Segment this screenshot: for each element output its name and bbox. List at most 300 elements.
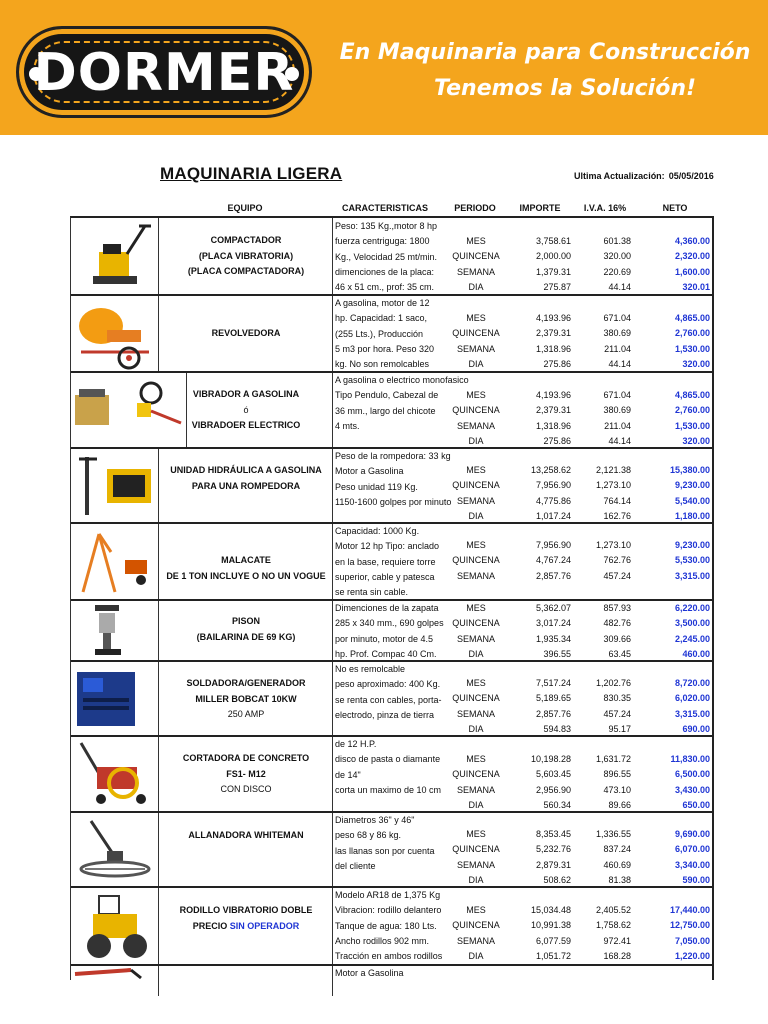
neto-value: 6,220.00 [674, 603, 710, 613]
equipment-name-line: CORTADORA DE CONCRETO [182, 753, 310, 763]
page-title: MAQUINARIA LIGERA [160, 164, 343, 183]
period-value: QUINCENA [452, 251, 500, 262]
col-header-periodo: PERIODO [454, 203, 496, 213]
period-value: MES [466, 905, 486, 915]
importe-value: 2,379.31 [535, 328, 571, 339]
importe-value: 8,353.45 [535, 829, 571, 839]
period-value: SEMANA [456, 420, 495, 431]
iva-value: 44.14 [608, 435, 631, 446]
period-value: MES [466, 390, 486, 400]
importe-value: 1,318.96 [535, 420, 571, 431]
characteristics [335, 966, 441, 981]
period-cell [441, 388, 511, 449]
period-value: DIA [468, 799, 484, 810]
neto-value: 6,020.00 [674, 693, 710, 704]
neto-value: 320.01 [682, 281, 710, 292]
iva-value: 473.10 [603, 784, 631, 795]
equipment-image [71, 601, 159, 660]
table-row [71, 737, 713, 813]
characteristics [335, 449, 452, 510]
equipment-name-line: REVOLVEDORA [211, 328, 281, 338]
neto-value: 4,865.00 [674, 390, 710, 400]
equipment-name [160, 326, 332, 342]
iva-value: 2,121.38 [595, 465, 631, 475]
breaker-icon [71, 449, 159, 522]
characteristic-line: A gasolina, motor de 12 [335, 298, 430, 308]
equipment-image [71, 449, 159, 522]
table-row [71, 524, 713, 601]
iva-value: 1,336.55 [595, 829, 631, 839]
period-value: MES [466, 540, 486, 550]
column-divider [332, 296, 333, 371]
importe-cell [511, 827, 571, 888]
iva-value: 220.69 [603, 266, 631, 277]
importe-value: 2,000.00 [535, 251, 571, 262]
equipment-name [160, 751, 332, 798]
iva-value: 671.04 [603, 390, 631, 400]
neto-value: 8,720.00 [674, 678, 710, 688]
period-value: QUINCENA [452, 920, 500, 931]
neto-value: 9,230.00 [674, 540, 710, 550]
period-value: MES [466, 678, 486, 688]
iva-value: 764.14 [603, 495, 631, 506]
characteristic-line: Motor a Gasolina [335, 968, 404, 978]
neto-cell [631, 538, 710, 584]
slogan-line-1: En Maquinaria para Construcción [339, 40, 751, 65]
period-cell [441, 676, 511, 737]
neto-value: 3,315.00 [674, 708, 710, 719]
welder-icon [71, 662, 159, 735]
importe-value: 5,603.45 [535, 769, 571, 780]
iva-value: 320.00 [603, 251, 631, 262]
equipment-name-line: FS1- M12 [226, 768, 266, 779]
characteristics [335, 373, 469, 434]
importe-value: 508.62 [543, 874, 571, 885]
equipment-name-line: 250 AMP [227, 709, 265, 719]
importe-value: 5,362.07 [535, 603, 571, 613]
neto-cell [631, 463, 710, 524]
characteristic-line: fuerza centriguga: 1800 [335, 236, 430, 247]
importe-value: 2,857.76 [535, 570, 571, 581]
table-row [71, 296, 713, 373]
equipment-image [71, 813, 159, 886]
importe-value: 594.83 [543, 723, 571, 734]
iva-value: 1,631.72 [595, 754, 631, 764]
neto-value: 12,750.00 [669, 920, 710, 931]
logo-text: DORMER [33, 43, 295, 103]
neto-value: 1,530.00 [674, 420, 710, 431]
col-header-neto: NETO [662, 203, 688, 213]
equipment-name [160, 553, 332, 584]
equipment-name-line: VIBRADOER ELECTRICO [191, 420, 301, 430]
equipment-name-line: UNIDAD HIDRÁULICA A GASOLINA [170, 465, 322, 475]
slogan-line-2: Tenemos la Solución! [433, 76, 697, 101]
neto-value: 1,530.00 [674, 343, 710, 354]
equipment-name [160, 903, 332, 934]
iva-value: 1,273.10 [595, 480, 631, 491]
characteristic-line: 46 x 51 cm., prof: 35 cm. [335, 282, 435, 293]
equipment-name [160, 233, 332, 280]
period-value: SEMANA [456, 935, 495, 946]
iva-value: 211.04 [604, 420, 631, 431]
period-cell [441, 311, 511, 372]
period-value: SEMANA [456, 266, 495, 277]
neto-value: 1,180.00 [674, 510, 710, 521]
importe-value: 7,956.90 [535, 480, 571, 491]
neto-value: 3,315.00 [674, 570, 710, 581]
characteristics [335, 524, 441, 600]
period-value: SEMANA [456, 343, 495, 354]
equipment-name-line: PISON [231, 616, 260, 626]
period-value: QUINCENA [452, 769, 500, 780]
period-cell [441, 234, 511, 295]
iva-cell [571, 234, 631, 295]
neto-value: 17,440.00 [669, 905, 710, 915]
importe-cell [511, 388, 571, 449]
characteristic-line: kg. No son remolcables [335, 359, 430, 370]
characteristic-line: 285 x 340 mm., 690 golpes [335, 618, 444, 629]
column-divider [332, 449, 333, 522]
iva-value: 211.04 [604, 343, 631, 354]
neto-value: 320.00 [682, 358, 710, 369]
period-value: QUINCENA [452, 618, 500, 629]
neto-value: 9,690.00 [674, 829, 710, 839]
characteristic-line: dimenciones de la placa: [335, 266, 435, 277]
table-row [71, 601, 713, 662]
characteristic-line: de 12 H.P. [335, 739, 377, 749]
characteristic-line: A gasolina o electrico monofasico [335, 375, 469, 385]
importe-value: 4,193.96 [535, 390, 571, 400]
importe-value: 560.34 [543, 799, 571, 810]
characteristic-line: No es remolcable [335, 664, 406, 674]
importe-value: 275.86 [543, 435, 571, 446]
price-note: PRECIO [192, 920, 228, 931]
neto-value: 11,830.00 [670, 754, 710, 764]
last-update [570, 171, 714, 181]
table-row [71, 373, 713, 449]
winch-icon [71, 524, 159, 599]
characteristic-line: (255 Lts.), Producción [335, 328, 424, 339]
iva-cell [571, 676, 631, 737]
col-header-caracteristicas: CARACTERISTICAS [341, 203, 428, 213]
roller-icon [71, 888, 159, 964]
period-cell [441, 538, 511, 584]
column-divider [332, 373, 333, 447]
iva-value: 162.76 [603, 510, 631, 521]
characteristics [335, 662, 441, 723]
characteristic-line: electrodo, pinza de tierra [335, 709, 435, 720]
characteristic-line: Peso: 135 Kg.,motor 8 hp [335, 221, 438, 231]
iva-value: 309.66 [603, 633, 631, 644]
equipment-name-line: MALACATE [221, 555, 271, 565]
neto-value: 2,320.00 [674, 251, 710, 262]
equipment-image [71, 218, 159, 294]
col-header-importe: IMPORTE [519, 203, 561, 213]
neto-value: 590.00 [682, 874, 710, 885]
importe-value: 3,017.24 [535, 618, 571, 629]
neto-cell [631, 311, 710, 372]
characteristic-line: hp. Prof. Compac 40 Cm. [335, 648, 437, 659]
characteristic-line: 1150-1600 golpes por minuto [335, 496, 452, 507]
importe-value: 5,189.65 [535, 693, 571, 704]
importe-value: 396.55 [543, 648, 571, 659]
period-cell [441, 752, 511, 813]
period-value: QUINCENA [452, 693, 500, 704]
table-row [71, 813, 713, 888]
last-update-label: Ultima Actualización: [574, 171, 665, 181]
importe-value: 1,051.72 [535, 950, 571, 961]
characteristic-line: Peso de la rompedora: 33 kg [335, 451, 451, 461]
neto-value: 690.00 [682, 723, 710, 734]
characteristic-line: peso 68 y 86 kg. [335, 830, 402, 841]
iva-value: 63.45 [608, 648, 631, 659]
iva-value: 1,202.76 [595, 678, 631, 688]
importe-cell [511, 311, 571, 372]
characteristic-line: Vibracion: rodillo delantero [335, 905, 442, 916]
column-divider [332, 966, 333, 996]
period-cell [441, 463, 511, 524]
power-trowel-icon [71, 813, 159, 886]
iva-value: 168.28 [603, 950, 631, 961]
neto-value: 9,230.00 [674, 480, 710, 491]
column-divider [332, 218, 333, 294]
equipment-name [160, 614, 332, 645]
characteristic-line: se renta sin cable. [335, 587, 409, 598]
neto-value: 3,500.00 [674, 618, 710, 629]
characteristic-line: Motor a Gasolina [335, 466, 404, 477]
period-value: QUINCENA [452, 328, 500, 339]
importe-value: 1,935.34 [535, 633, 571, 644]
equipment-name [160, 387, 332, 434]
equipment-name-line: ALLANADORA WHITEMAN [188, 830, 304, 840]
column-divider [332, 662, 333, 735]
iva-cell [571, 752, 631, 813]
characteristic-line: Ancho rodillos 902 mm. [335, 935, 430, 946]
period-value: DIA [468, 723, 484, 734]
iva-value: 457.24 [603, 570, 631, 581]
neto-cell [631, 676, 710, 737]
neto-cell [631, 601, 710, 662]
neto-value: 460.00 [682, 648, 710, 659]
iva-cell [571, 388, 631, 449]
importe-value: 4,767.24 [535, 555, 571, 566]
importe-value: 10,991.38 [530, 920, 571, 931]
characteristic-line: Tanque de agua: 180 Lts. [335, 920, 437, 931]
characteristic-line: Capacidad: 1000 Kg. [335, 526, 420, 536]
period-value: SEMANA [456, 784, 495, 795]
period-value: DIA [468, 950, 484, 961]
characteristic-line: hp. Capacidad: 1 saco, [335, 313, 428, 324]
period-value: QUINCENA [452, 555, 500, 566]
period-value: SEMANA [456, 859, 495, 870]
importe-cell [511, 538, 571, 584]
neto-value: 6,070.00 [674, 844, 710, 855]
period-value: MES [466, 465, 486, 475]
equipment-name [160, 463, 332, 494]
importe-value: 6,077.59 [535, 935, 571, 946]
machine-icon [71, 966, 159, 996]
characteristic-line: por minuto, motor de 4.5 [335, 633, 434, 644]
iva-cell [571, 827, 631, 888]
iva-value: 830.35 [603, 693, 631, 704]
period-value: SEMANA [456, 495, 495, 506]
equipment-image [71, 966, 159, 996]
header-banner [0, 0, 768, 135]
period-value: DIA [468, 648, 484, 659]
iva-value: 762.76 [603, 555, 631, 566]
iva-value: 44.14 [608, 281, 631, 292]
iva-value: 380.69 [603, 328, 631, 339]
period-value: SEMANA [456, 708, 495, 719]
neto-value: 5,540.00 [674, 495, 710, 506]
neto-value: 2,760.00 [674, 405, 710, 416]
period-value: DIA [468, 358, 484, 369]
importe-value: 2,379.31 [535, 405, 571, 416]
period-cell [441, 903, 511, 964]
neto-value: 2,245.00 [674, 633, 710, 644]
importe-cell [511, 463, 571, 524]
characteristic-line: disco de pasta o diamante [335, 754, 441, 765]
iva-value: 1,758.62 [595, 920, 631, 931]
period-value: MES [466, 754, 486, 764]
iva-cell [571, 601, 631, 662]
neto-cell [631, 388, 710, 449]
neto-value: 3,340.00 [674, 859, 710, 870]
no-operator-note: SIN OPERADOR [229, 920, 300, 931]
equipment-name-line: (PLACA COMPACTADORA) [187, 266, 305, 276]
characteristics [335, 737, 441, 798]
iva-value: 457.24 [603, 708, 631, 719]
neto-value: 15,380.00 [669, 465, 710, 475]
characteristic-line: del cliente [335, 860, 376, 871]
characteristics [335, 813, 441, 874]
iva-value: 44.14 [608, 358, 631, 369]
equipment-image [71, 888, 159, 964]
importe-value: 1,318.96 [535, 343, 571, 354]
iva-value: 972.41 [603, 935, 631, 946]
equipment-name-line: COMPACTADOR [210, 235, 282, 245]
equipment-name-line: PARA UNA ROMPEDORA [191, 480, 301, 491]
characteristics [335, 296, 441, 372]
characteristic-line: 36 mm., largo del chicote [335, 405, 436, 416]
equipment-name-line: VIBRADOR A GASOLINA [192, 389, 300, 399]
characteristic-line: Motor 12 hp Tipo: anclado [335, 541, 440, 552]
characteristic-line: Peso unidad 119 Kg. [335, 481, 418, 492]
period-value: QUINCENA [452, 480, 500, 491]
importe-cell [511, 903, 571, 964]
neto-cell [631, 234, 710, 295]
importe-value: 275.87 [543, 281, 571, 292]
equipment-image [71, 524, 159, 599]
equipment-image [71, 662, 159, 735]
equipment-name-line: RODILLO VIBRATORIO DOBLE [179, 905, 313, 915]
concrete-saw-icon [71, 737, 159, 811]
iva-value: 2,405.52 [595, 905, 631, 915]
characteristic-line: de 14" [335, 769, 361, 780]
iva-cell [571, 903, 631, 964]
iva-value: 671.04 [603, 313, 631, 323]
column-divider [332, 888, 333, 964]
characteristic-line: corta un maximo de 10 cm [335, 784, 442, 795]
iva-cell [571, 463, 631, 524]
characteristic-line: 5 m3 por hora. Peso 320 [335, 343, 435, 354]
neto-value: 4,360.00 [674, 236, 710, 246]
equipment-name-line: DE 1 TON INCLUYE O NO UN VOGUE [166, 570, 326, 581]
period-cell [441, 601, 511, 662]
characteristic-line: se renta con cables, porta- [335, 694, 442, 705]
neto-value: 4,865.00 [674, 313, 710, 323]
period-value: DIA [468, 435, 484, 446]
equipment-name-line: (PLACA VIBRATORIA) [198, 250, 294, 261]
importe-value: 4,193.96 [535, 313, 571, 323]
equipment-name [160, 828, 332, 844]
last-update-date: 05/05/2016 [668, 171, 714, 181]
iva-value: 896.55 [603, 769, 631, 780]
importe-value: 2,956.90 [535, 784, 571, 795]
iva-value: 380.69 [603, 405, 631, 416]
rammer-icon [71, 601, 159, 660]
importe-value: 2,857.76 [535, 708, 571, 719]
neto-cell [631, 827, 710, 888]
equipment-name-line: MILLER BOBCAT 10KW [195, 693, 297, 704]
concrete-mixer-icon [71, 296, 159, 371]
period-value: QUINCENA [452, 405, 500, 416]
iva-value: 95.17 [608, 723, 631, 734]
table-row [71, 662, 713, 737]
characteristic-line: Tipo Pendulo, Cabezal de [335, 390, 439, 401]
importe-value: 10,198.28 [530, 754, 571, 764]
equipment-name-line [160, 919, 332, 935]
period-value: MES [466, 603, 486, 613]
characteristic-line: en la base, requiere torre [335, 556, 436, 567]
iva-value: 89.66 [608, 799, 631, 810]
table-row [71, 966, 713, 996]
equipment-image [71, 737, 159, 811]
period-value: DIA [468, 510, 484, 521]
importe-value: 275.86 [543, 358, 571, 369]
iva-value: 482.76 [603, 618, 631, 629]
characteristic-line: las llanas son por cuenta [335, 845, 435, 856]
importe-value: 1,017.24 [535, 510, 571, 521]
importe-value: 13,258.62 [530, 465, 571, 475]
neto-value: 5,530.00 [674, 555, 710, 566]
col-header-iva: I.V.A. 16% [583, 203, 627, 213]
importe-value: 7,517.24 [535, 678, 571, 688]
column-divider [332, 813, 333, 886]
equipment-name [160, 676, 332, 723]
importe-cell [511, 601, 571, 662]
neto-value: 320.00 [682, 435, 710, 446]
importe-cell [511, 752, 571, 813]
characteristic-line: Dimenciones de la zapata [335, 603, 439, 613]
iva-value: 81.38 [608, 874, 631, 885]
iva-value: 1,273.10 [595, 540, 631, 550]
neto-cell [631, 903, 710, 964]
neto-value: 7,050.00 [674, 935, 710, 946]
importe-cell [511, 234, 571, 295]
importe-value: 4,775.86 [535, 495, 571, 506]
characteristics [335, 888, 441, 964]
period-value: DIA [468, 281, 484, 292]
iva-value: 857.93 [603, 603, 631, 613]
iva-cell [571, 311, 631, 372]
equipment-name-line: (BAILARINA DE 69 KG) [196, 631, 296, 642]
characteristic-line: superior, cable y patesca [335, 571, 435, 582]
period-value: QUINCENA [452, 844, 500, 855]
equipment-name-line: SOLDADORA/GENERADOR [186, 678, 306, 688]
column-divider [332, 737, 333, 811]
period-value: SEMANA [456, 633, 495, 644]
